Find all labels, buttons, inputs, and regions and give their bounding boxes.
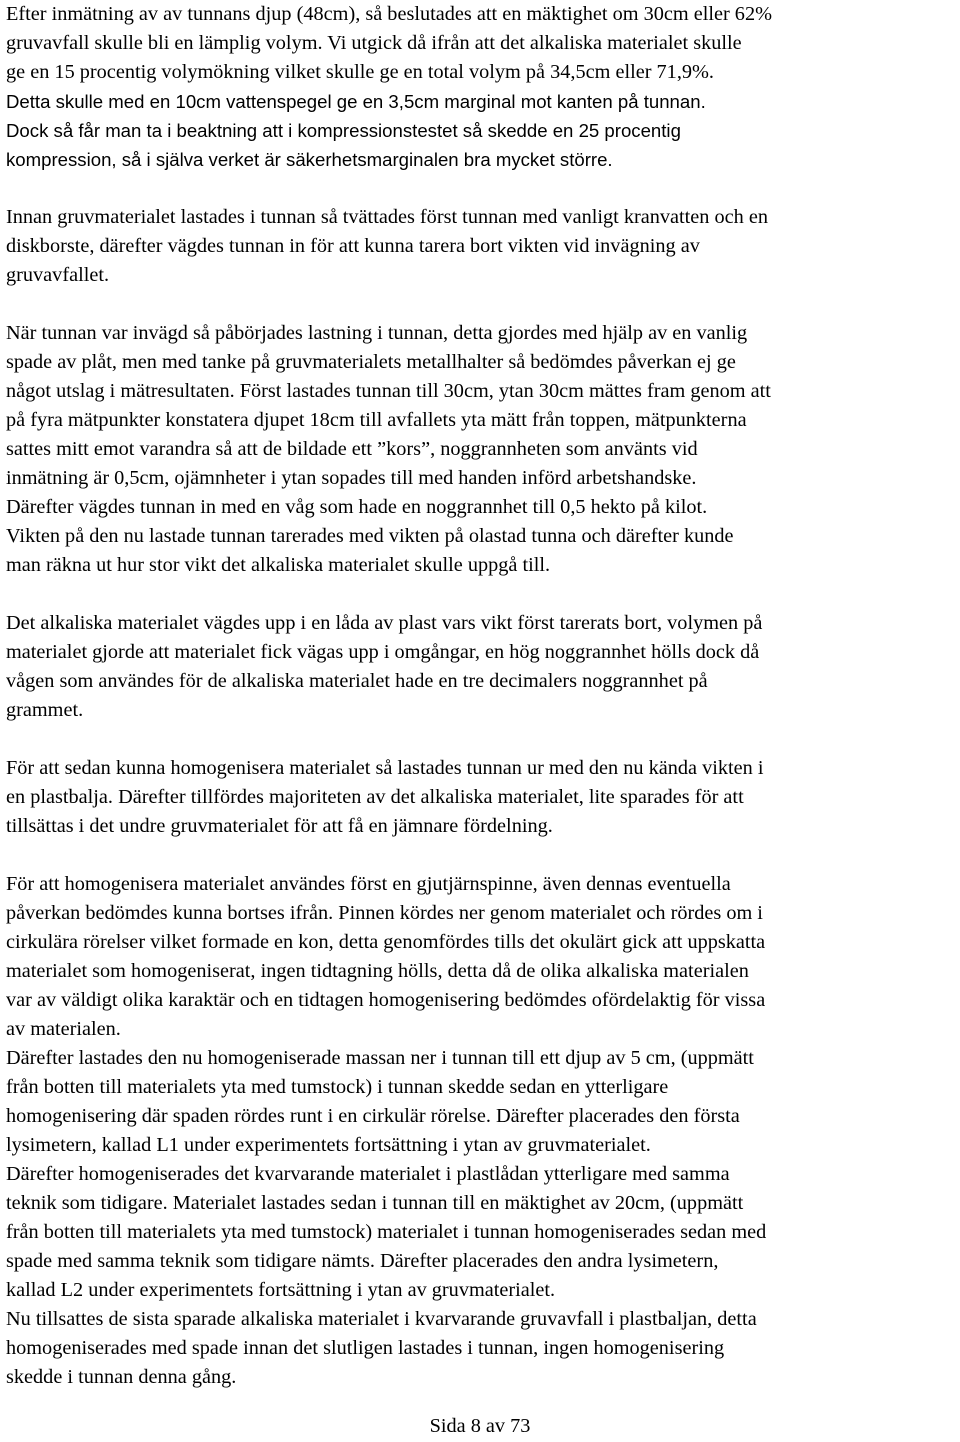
text-line: homogenisering där spaden rördes runt i en cirkulär rörelse. Därefter placerades den första bbox=[6, 1105, 740, 1127]
text-line: från botten till materialets yta med tumstock) i tunnan skedde sedan en ytterligare bbox=[6, 1076, 669, 1098]
text-line: sattes mitt emot varandra så att de bildade ett ”kors”, noggrannheten som använts vid bbox=[6, 438, 698, 460]
document-page bbox=[6, 0, 960, 1392]
text-line: Innan gruvmaterialet lastades i tunnan så tvättades först tunnan med vanligt kranvatten och en bbox=[6, 206, 768, 228]
paragraph-gap bbox=[6, 290, 960, 319]
text-line: lysimetern, kallad L1 under experimentets fortsättning i ytan av gruvmaterialet. bbox=[6, 1134, 651, 1156]
text-line: gruvavfallet. bbox=[6, 264, 110, 286]
text-line: en plastbalja. Därefter tillfördes majoriteten av det alkaliska materialet, lite sparades för att bbox=[6, 786, 744, 808]
paragraph-alkaline-weighing bbox=[6, 609, 960, 725]
text-line: spade av plåt, men med tanke på gruvmaterialets metallhalter så bedömdes påverkan ej ge bbox=[6, 351, 736, 373]
text-line: När tunnan var invägd så påbörjades lastning i tunnan, detta gjordes med hjälp av en vanlig bbox=[6, 322, 748, 344]
text-line: tillsättas i det undre gruvmaterialet för att få en jämnare fördelning. bbox=[6, 815, 553, 837]
paragraph-gap bbox=[6, 841, 960, 870]
page-number-footer: Sida 8 av 73 bbox=[429, 1415, 531, 1437]
text-line: skedde i tunnan denna gång. bbox=[6, 1366, 237, 1388]
text-line: Därefter lastades den nu homogeniserade massan ner i tunnan till ett djup av 5 cm, (uppmätt bbox=[6, 1047, 754, 1069]
text-line: materialet gjorde att materialet fick vägas upp i omgångar, en hög noggrannhet hölls dock då bbox=[6, 641, 760, 663]
paragraph-homogenisation bbox=[6, 870, 960, 1392]
text-line: Detta skulle med en 10cm vattenspegel ge en 3,5cm marginal mot kanten på tunnan. bbox=[6, 91, 706, 112]
text-line: spade med samma teknik som tidigare nämts. Därefter placerades den andra lysimetern, bbox=[6, 1250, 719, 1272]
text-line: man räkna ut hur stor vikt det alkaliska materialet skulle uppgå till. bbox=[6, 554, 551, 576]
paragraph-barrel-washing bbox=[6, 203, 960, 290]
text-line: ge en 15 procentig volymökning vilket skulle ge en total volym på 34,5cm eller 71,9%. bbox=[6, 61, 715, 83]
text-line: teknik som tidigare. Materialet lastades sedan i tunnan till en mäktighet av 20cm, (uppmätt bbox=[6, 1192, 744, 1214]
text-line: något utslag i mätresultaten. Först lastades tunnan till 30cm, ytan 30cm mättes fram genom att bbox=[6, 380, 771, 402]
text-line: Det alkaliska materialet vägdes upp i en låda av plast vars vikt först tarerats bort, volymen på bbox=[6, 612, 763, 634]
paragraph-gap bbox=[6, 725, 960, 754]
text-line: diskborste, därefter vägdes tunnan in för att kunna tarera bort vikten vid invägning av bbox=[6, 235, 700, 257]
text-line: vågen som användes för de alkaliska materialet hade en tre decimalers noggrannhet på bbox=[6, 670, 708, 692]
paragraph-gap bbox=[6, 580, 960, 609]
text-line: påverkan bedömdes kunna bortses ifrån. Pinnen kördes ner genom materialet och rördes om i bbox=[6, 902, 763, 924]
text-line: Därefter vägdes tunnan in med en våg som hade en noggrannhet till 0,5 hekto på kilot. bbox=[6, 496, 708, 518]
text-line: grammet. bbox=[6, 699, 84, 721]
text-line: från botten till materialets yta med tumstock) materialet i tunnan homogeniserades sedan med bbox=[6, 1221, 767, 1243]
paragraph-volume-planning bbox=[6, 0, 960, 174]
text-line: gruvavfall skulle bli en lämplig volym. Vi utgick då ifrån att det alkaliska materialet skulle bbox=[6, 32, 742, 54]
paragraph-unloading bbox=[6, 754, 960, 841]
text-line: Vikten på den nu lastade tunnan tarerades med vikten på olastad tunna och därefter kunde bbox=[6, 525, 734, 547]
text-line: homogeniserades med spade innan det slutligen lastades i tunnan, ingen homogenisering bbox=[6, 1337, 725, 1359]
paragraph-loading-procedure bbox=[6, 319, 960, 580]
text-line: För att sedan kunna homogenisera materialet så lastades tunnan ur med den nu kända vikten i bbox=[6, 757, 764, 779]
text-line: inmätning är 0,5cm, ojämnheter i ytan sopades till med handen införd arbetshandske. bbox=[6, 467, 697, 489]
text-line: materialet som homogeniserat, ingen tidtagning hölls, detta då de olika alkaliska materialen bbox=[6, 960, 749, 982]
text-line: av materialen. bbox=[6, 1018, 121, 1040]
text-line: Därefter homogeniserades det kvarvarande materialet i plastlådan ytterligare med samma bbox=[6, 1163, 730, 1185]
text-line: Efter inmätning av av tunnans djup (48cm), så beslutades att en mäktighet om 30cm eller 62% bbox=[6, 3, 772, 25]
text-line: För att homogenisera materialet användes först en gjutjärnspinne, även dennas eventuella bbox=[6, 873, 731, 895]
text-line: kompression, så i själva verket är säkerhetsmarginalen bra mycket större. bbox=[6, 149, 613, 170]
text-line: kallad L2 under experimentets fortsättning i ytan av gruvmaterialet. bbox=[6, 1279, 556, 1301]
text-line: Dock så får man ta i beaktning att i kompressionstestet så skedde en 25 procentig bbox=[6, 120, 681, 141]
paragraph-gap bbox=[6, 174, 960, 203]
text-line: var av väldigt olika karaktär och en tidtagen homogenisering bedömdes ofördelaktig för vissa bbox=[6, 989, 766, 1011]
text-line: cirkulära rörelser vilket formade en kon, detta genomfördes tills det okulärt gick att uppskatta bbox=[6, 931, 766, 953]
text-line: på fyra mätpunkter konstatera djupet 18cm till avfallets yta mätt från toppen, mätpunkterna bbox=[6, 409, 747, 431]
text-line: Nu tillsattes de sista sparade alkaliska materialet i kvarvarande gruvavfall i plastbaljan, detta bbox=[6, 1308, 757, 1330]
